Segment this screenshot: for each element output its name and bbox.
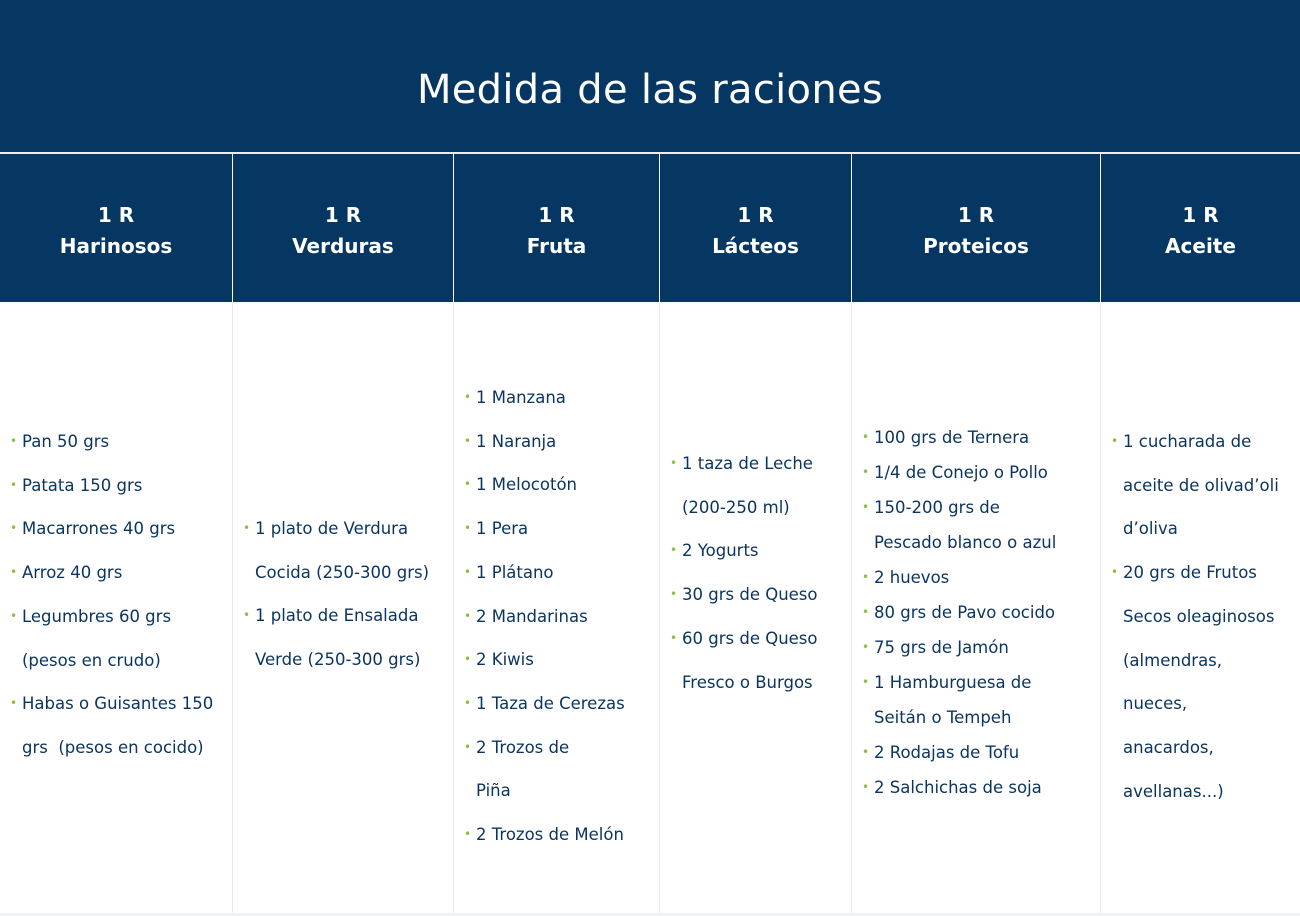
bullet-icon: • bbox=[464, 390, 472, 404]
bullet-icon: • bbox=[862, 465, 870, 479]
bullet-icon: • bbox=[464, 433, 472, 448]
bullet-icon: • bbox=[243, 608, 251, 623]
list-item: • 1 Naranja bbox=[464, 420, 655, 464]
header-line2: Aceite bbox=[1165, 234, 1236, 258]
bullet-icon: • bbox=[464, 477, 472, 492]
list-item: • 2 Rodajas de Tofu bbox=[862, 735, 1096, 770]
column-aceite bbox=[1100, 154, 1300, 914]
bullet-icon: • bbox=[464, 564, 472, 579]
bullet-icon: • bbox=[1111, 434, 1119, 448]
header-line1: 1 R bbox=[957, 203, 995, 227]
column-header bbox=[232, 154, 453, 302]
list-item: • 1 Pera bbox=[464, 507, 655, 551]
list-item: • 60 grs de Queso Fresco o Burgos bbox=[670, 617, 847, 704]
list-item: • 2 Mandarinas bbox=[464, 595, 655, 639]
bullet-icon: • bbox=[670, 630, 678, 645]
list-item: • 1 cucharada de aceite de olivad’oli d’oliva bbox=[1111, 420, 1296, 551]
column-harinosos bbox=[0, 154, 232, 914]
bullet-icon: • bbox=[464, 739, 472, 754]
list-item: • Patata 150 grs bbox=[10, 464, 228, 508]
list-item: • Macarrones 40 grs bbox=[10, 507, 228, 551]
bullet-icon: • bbox=[464, 521, 472, 536]
header-line1: 1 R bbox=[324, 203, 362, 227]
list-item: • Arroz 40 grs bbox=[10, 551, 228, 595]
list-item: • 30 grs de Queso bbox=[670, 573, 847, 617]
bullet-icon: • bbox=[670, 587, 678, 602]
list-item: • 80 grs de Pavo cocido bbox=[862, 595, 1096, 630]
header-line1: 1 R bbox=[1182, 203, 1219, 227]
list-item: • 150-200 grs de Pescado blanco o azul bbox=[862, 490, 1096, 560]
bullet-icon: • bbox=[862, 780, 870, 794]
column-body bbox=[454, 302, 659, 914]
list-item: • Pan 50 grs bbox=[10, 420, 228, 464]
column-body bbox=[1101, 302, 1300, 914]
list-item: • 75 grs de Jamón bbox=[862, 630, 1096, 665]
list-item: • 2 Trozos de Piña bbox=[464, 726, 655, 813]
list-item: • 1 taza de Leche (200-250 ml) bbox=[670, 442, 847, 529]
list-item: • 1 plato de Verdura Cocida (250-300 grs) bbox=[243, 507, 449, 594]
column-proteicos bbox=[851, 154, 1100, 914]
bullet-icon: • bbox=[862, 570, 870, 584]
bullet-icon: • bbox=[464, 608, 472, 623]
column-header bbox=[453, 154, 659, 302]
list-item: • 2 Yogurts bbox=[670, 529, 847, 573]
column-body bbox=[852, 302, 1100, 914]
header-line2: Verduras bbox=[292, 234, 394, 258]
list-item: • 2 Kiwis bbox=[464, 638, 655, 682]
list-item: • 2 huevos bbox=[862, 560, 1096, 595]
bullet-icon: • bbox=[10, 434, 18, 448]
list-item: • 1 Hamburguesa de Seitán o Tempeh bbox=[862, 665, 1096, 735]
bullet-icon: • bbox=[243, 521, 251, 535]
header-line2: Harinosos bbox=[59, 234, 173, 258]
bullet-icon: • bbox=[10, 521, 18, 536]
bullet-icon: • bbox=[862, 675, 870, 689]
bullet-icon: • bbox=[464, 827, 472, 842]
bullet-icon: • bbox=[464, 695, 472, 710]
list-item: • 2 Trozos de Melón bbox=[464, 813, 655, 857]
column-header bbox=[659, 154, 851, 302]
column-lacteos bbox=[659, 154, 851, 914]
header-line1: 1 R bbox=[737, 203, 774, 227]
bullet-icon: • bbox=[1111, 565, 1119, 580]
bullet-icon: • bbox=[670, 543, 678, 558]
bullet-icon: • bbox=[10, 477, 18, 492]
list-item: • Habas o Guisantes 150 grs (pesos en cocido) bbox=[10, 682, 228, 769]
bullet-icon: • bbox=[862, 500, 870, 514]
list-item: • 20 grs de Frutos Secos oleaginosos (almendras, nueces, anacardos, avellanas...) bbox=[1111, 551, 1296, 813]
list-item: • 1 Taza de Cerezas bbox=[464, 682, 655, 726]
column-verduras bbox=[232, 154, 453, 914]
list-item: • 100 grs de Ternera bbox=[862, 420, 1096, 455]
column-body bbox=[660, 302, 851, 914]
list-item: • 1/4 de Conejo o Pollo bbox=[862, 455, 1096, 490]
list-item: • 2 Salchichas de soja bbox=[862, 770, 1096, 805]
list-item: • 1 plato de Ensalada Verde (250-300 grs) bbox=[243, 594, 449, 681]
bullet-icon: • bbox=[10, 696, 18, 711]
header-line2: Fruta bbox=[526, 234, 587, 258]
column-body bbox=[233, 302, 453, 914]
column-fruta bbox=[453, 154, 659, 914]
column-header bbox=[1100, 154, 1300, 302]
bullet-icon: • bbox=[862, 640, 870, 654]
title-banner bbox=[0, 0, 1300, 152]
bullet-icon: • bbox=[464, 652, 472, 667]
header-line1: 1 R bbox=[538, 203, 575, 227]
bullet-icon: • bbox=[670, 456, 678, 470]
list-item: • Legumbres 60 grs (pesos en crudo) bbox=[10, 595, 228, 682]
page-title: Medida de las raciones bbox=[416, 67, 884, 113]
list-item: • 1 Manzana bbox=[464, 376, 655, 420]
bullet-icon: • bbox=[10, 565, 18, 580]
column-header bbox=[851, 154, 1100, 302]
header-line2: Proteicos bbox=[923, 234, 1029, 258]
bullet-icon: • bbox=[10, 608, 18, 623]
list-item: • 1 Plátano bbox=[464, 551, 655, 595]
column-header bbox=[0, 154, 232, 302]
bullet-icon: • bbox=[862, 745, 870, 759]
header-line2: Lácteos bbox=[712, 234, 799, 258]
bullet-icon: • bbox=[862, 605, 870, 619]
column-body bbox=[0, 302, 232, 914]
list-item: • 1 Melocotón bbox=[464, 463, 655, 507]
header-line1: 1 R bbox=[97, 203, 135, 227]
bullet-icon: • bbox=[862, 430, 870, 444]
